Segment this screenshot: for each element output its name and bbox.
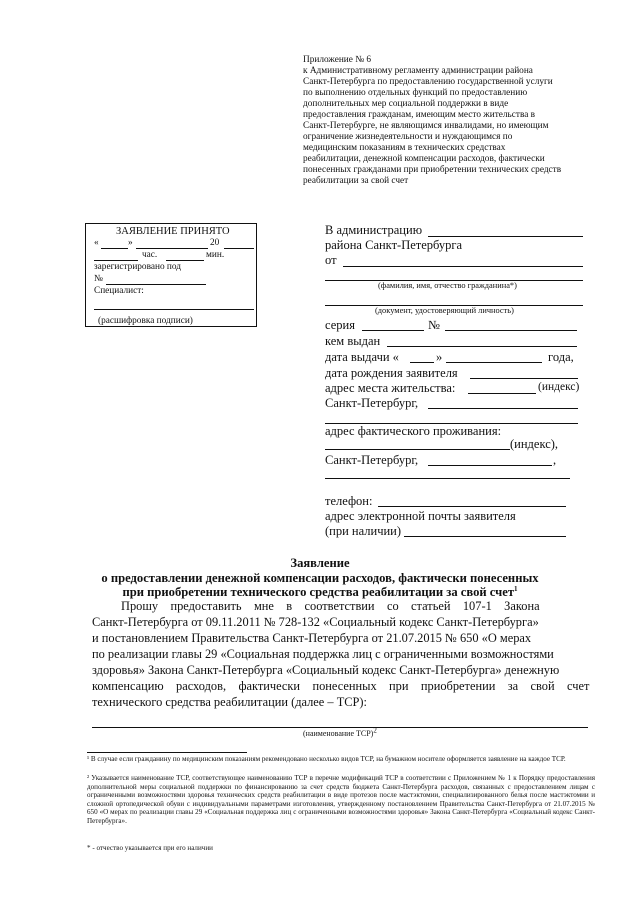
footnote-3: * - отчество указывается при его наличии [87, 844, 213, 852]
statement-line: Прошу предоставить мне в соответствии со статьей 107-1 Закона [121, 599, 540, 613]
to-admin-label: В администрацию [325, 223, 423, 237]
stamp-registered: зарегистрировано под [94, 262, 182, 272]
statement-subtitle-2-text: при приобретении технического средства реабилитации за свой счет [122, 585, 515, 599]
statement-title: Заявление [290, 556, 350, 570]
from-line[interactable] [343, 266, 583, 267]
footnote-ref-2: 2 [373, 726, 377, 735]
header-line: ограничение жизнедеятельности и нуждающимся по [303, 132, 513, 142]
statement-line: технического средства реабилитации (далее – ТСР): [92, 695, 367, 709]
statement-line: и постановлением Правительства Санкт-Петербурга от 21.07.2015 № 650 «О мерах [92, 631, 532, 645]
actual-index-label: (индекс), [510, 437, 559, 451]
from-label: от [325, 253, 337, 267]
actual-index-line[interactable] [325, 449, 510, 450]
stamp-hour-line[interactable] [94, 260, 138, 261]
stamp-minute: мин. [206, 250, 225, 260]
stamp-number: № [94, 274, 103, 284]
actual-extra-line[interactable] [325, 478, 570, 479]
email-line[interactable] [404, 536, 566, 537]
header-line: Санкт-Петербурге, не являющимся инвалидами, но имеющим [303, 121, 549, 131]
issue-day-line[interactable] [410, 362, 434, 363]
header-line: Санкт-Петербурга по предоставлению государственной услуги [303, 77, 553, 87]
actual-street-line[interactable] [428, 465, 552, 466]
footnote-separator [87, 752, 247, 753]
residence-index-line[interactable] [468, 393, 536, 394]
fio-caption: (фамилия, имя, отчество гражданина*) [378, 281, 517, 290]
header-line: реабилитации, денежной компенсации расходов, фактически [303, 154, 545, 164]
series-label: серия [325, 318, 355, 332]
footnote-2: ² Указывается наименование ТСР, соответствующее наименованию ТСР в перечне модификаций ТСР в соответствии с Приложением № 1 к Порядку предоставления дополнительной меры социальной поддержки по финансированию за счет средств бюджета Санкт-Петербурга расходов, связанных с предоставлением лицам с ограниченными возможностями здоровья технических средств реабилитации в виде протезов после мастэктомии, специализированного белья после мастэктомии и сложной ортопедической обуви с индивидуальными параметрами изготовления, утвержденному постановлением Правительства Санкт-Петербурга от 21.07.2015 № 650 «О мерах по реализации главы 29 «Социальная поддержка лиц с ограниченными возможностями здоровья» Закона Санкт-Петербурга «Социальный кодекс Санкт-Петербурга». [87, 774, 595, 825]
phone-label: телефон: [325, 494, 373, 508]
statement-line: Санкт-Петербурга от 09.11.2011 № 728-132 «Социальный кодекс Санкт-Петербурга» [92, 615, 539, 629]
stamp-signature-line[interactable] [94, 309, 254, 310]
stamp-date-open: « [94, 238, 99, 248]
header-line: по выполнению отдельных функций по предоставлению [303, 88, 528, 98]
issue-date-label: дата выдачи « [325, 350, 399, 364]
stamp-date-mid: » [128, 238, 133, 248]
statement-line: по реализации главы 29 «Социальная поддержка лиц с ограниченными возможностями [92, 647, 554, 661]
stamp-title: ЗАЯВЛЕНИЕ ПРИНЯТО [116, 226, 230, 237]
issue-year-label: года, [548, 350, 574, 364]
actual-address-label: адрес фактического проживания: [325, 424, 502, 438]
issued-by-label: кем выдан [325, 334, 381, 348]
residence-label: адрес места жительства: [325, 381, 456, 395]
stamp-decoding: (расшифровка подписи) [98, 316, 193, 326]
doc-number-line[interactable] [445, 330, 577, 331]
stamp-month-line[interactable] [136, 248, 208, 249]
statement-line: компенсацию расходов, фактически понесенных при приобретении за свой счет [92, 679, 590, 693]
header-line: медицинским показаниям в технических средствах [303, 143, 506, 153]
acceptance-stamp-box [85, 223, 257, 327]
residence-index-label: (индекс) [538, 381, 580, 393]
residence-street-line[interactable] [428, 408, 578, 409]
header-line: понесенных гражданами при приобретении технических средств [303, 165, 562, 175]
issue-month-line[interactable] [446, 362, 542, 363]
email-if-any-label: (при наличии) [325, 524, 402, 538]
document-caption: (документ, удостоверяющий личность) [375, 306, 514, 315]
statement-line: здоровья» Закона Санкт-Петербурга «Социальный кодекс Санкт-Петербурга» денежную [92, 663, 560, 677]
tsr-caption [303, 726, 377, 738]
stamp-day-line[interactable] [101, 248, 128, 249]
tsr-caption-text: (наименование ТСР) [303, 729, 374, 738]
doc-number-label: № [428, 318, 440, 332]
admin-name-line[interactable] [428, 236, 583, 237]
stamp-specialist: Специалист: [94, 286, 144, 296]
footnote-1: ¹ В случае если гражданину по медицинским показаниям рекомендовано несколько видов ТСР, на бумажном носителе оформляется заявление на каждое ТСР. [87, 755, 566, 763]
issue-quote-close: » [436, 350, 443, 364]
phone-line[interactable] [378, 506, 566, 507]
stamp-year: 20 [210, 238, 220, 248]
tsr-name-line[interactable] [92, 727, 588, 728]
statement-subtitle-2 [0, 585, 640, 600]
issued-by-line[interactable] [387, 346, 577, 347]
appendix-header [303, 55, 598, 187]
actual-city-label: Санкт-Петербург, [325, 453, 419, 467]
district-label: района Санкт-Петербурга [325, 238, 463, 252]
stamp-year-line[interactable] [224, 248, 254, 249]
footnote-ref-1: 1 [514, 584, 518, 593]
birth-date-label: дата рождения заявителя [325, 366, 458, 380]
stamp-minute-line[interactable] [166, 260, 204, 261]
series-line[interactable] [362, 330, 424, 331]
email-label: адрес электронной почты заявителя [325, 509, 516, 523]
header-line: реабилитации за свой счет [303, 176, 409, 186]
stamp-hour: час. [142, 250, 158, 260]
header-line: к Административному регламенту администрации района [303, 66, 533, 76]
birth-date-line[interactable] [470, 378, 578, 379]
header-line: Приложение № 6 [303, 55, 372, 65]
header-line: дополнительных мер социальной поддержки в виде [303, 99, 509, 109]
residence-city-label: Санкт-Петербург, [325, 396, 419, 410]
actual-comma: , [553, 453, 557, 467]
statement-subtitle-1: о предоставлении денежной компенсации расходов, фактически понесенных [101, 571, 539, 585]
stamp-number-line[interactable] [106, 284, 206, 285]
header-line: предоставления гражданам, имеющим место жительства в [303, 110, 536, 120]
